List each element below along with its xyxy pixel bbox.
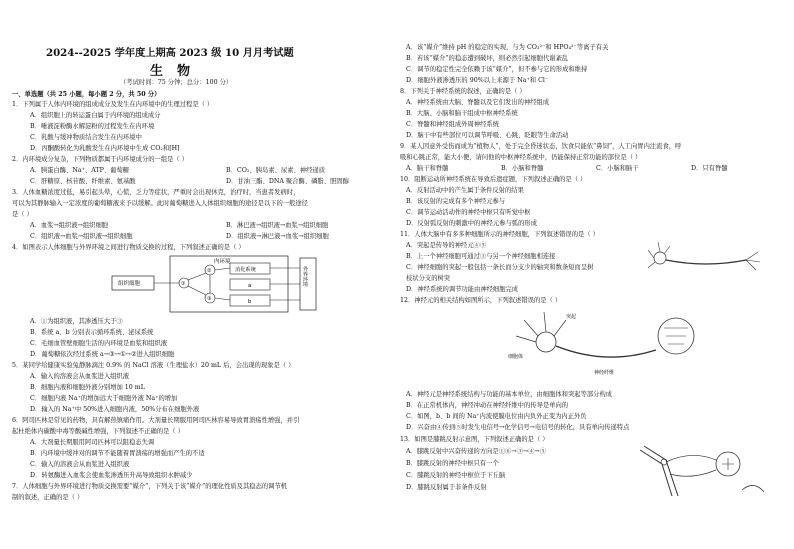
option: C．膝跳反射的神经中枢位于下丘脑: [406, 472, 506, 479]
option: C．如图，b、b 间的 Na⁺内流使膜电位由内负外正变为内正外负: [406, 413, 587, 420]
option: A．反射活动中的产生属于条件反射的结果: [406, 187, 524, 194]
synapse-detail: [664, 328, 688, 344]
option: A．神经系统由大脑、脊髓以及它们发出的神经组成: [406, 99, 550, 106]
dendrites: [516, 312, 566, 342]
axon: [666, 260, 746, 264]
option: B．膝跳反射的神经中枢只有一个: [406, 460, 499, 467]
process-label: 突起: [566, 314, 577, 320]
option: C．毛细血管壁细胞生活的内环境是血浆和组织液: [30, 340, 168, 347]
option: D．葡萄糖依次经过系统 a→③→①→②进入组织细胞: [30, 351, 175, 358]
option: B．小脑和脊髓: [501, 165, 544, 172]
option: C．肝糖原、核苷酸、纤维素、氨基酸: [30, 178, 136, 185]
option: D．脑干中有些部位可以调节呼吸、心跳、眨眼等生命活动: [406, 132, 569, 139]
system-b-label: b: [248, 299, 252, 305]
option: D．输入的 Na⁺中 50%进入细胞内液，50%分布在细胞外液: [30, 406, 200, 413]
question-stem: 可以为其静脉输入一定浓度的葡萄糖液来予以缓解。此时葡萄糖进入人体组织细胞的途径是以下的一般途径: [12, 200, 308, 207]
option: A．膝跳反射中兴奋传递的方向是①⑥→③→④→⑤: [406, 448, 547, 455]
option: A．胰蛋白酶、Na⁺、ATP、葡萄糖: [30, 167, 130, 174]
option: A．该“媒介”维持 pH 的稳定的实现，与为 CO₃²⁻和 HPO₄²⁻等离子有关: [406, 44, 609, 51]
figure-q13-knee-reflex: [632, 440, 770, 504]
option: C．神经细胞的突起一般包括一条长而分支少的轴突和数条短而呈树: [406, 264, 594, 271]
figure-q4-diagram: [110, 254, 340, 316]
option: B．内环境中缓冲对的调节不能随着胃溃疡的增强而产生的不适: [30, 450, 205, 457]
option: C．细胞内液 Na⁺的增加远大于细胞外液 Na⁺的增加: [30, 395, 178, 402]
option: C．小脑和脑干: [596, 165, 639, 172]
option: A．神经元是神经系统结构与功能的基本单位，由细胞体和突起等部分构成: [406, 391, 613, 398]
digestive-system-label: 消化系统: [235, 267, 256, 273]
section-heading: 一、单选题（共 25 小题，每小题 2 分，共 50 分）: [12, 91, 161, 98]
option: B．细胞内液和细胞外液分别增加 10 mL: [30, 384, 145, 391]
spinal-gray-matter: [722, 458, 734, 470]
option: B．若该“媒介”的稳态遭到破坏，则必然引起细胞代谢紊乱: [406, 55, 569, 62]
question-stem: 6．阿司匹林是常见的药物，具有解热镇痛作用。大剂量长期服用阿司匹林容易导致胃溃疡性增强，并引: [12, 417, 300, 424]
system-a-label: a: [248, 283, 252, 289]
nerve-fiber: [556, 346, 656, 357]
option: A．输入的溶液会从血浆进入组织液: [30, 373, 130, 380]
option: C．乳酸与缓冲物质结合发生在内环境中: [30, 134, 142, 141]
option: A．脑干和脊髓: [406, 165, 449, 172]
question-stem: 3．人体血糖浓度过低，易引起头晕，心慌、乏力等症状，严重时会出现休克，治疗时，当患者发病时，: [12, 189, 300, 196]
question-stem: 吸和心跳正常，能大小便，请问他的中枢神经系统中，仍能保持正常功能的部位是（ ）: [400, 154, 642, 161]
external-environment-label: 外界环境: [302, 266, 308, 287]
option: C．调节的稳定性完全依赖于该“媒介”，但不参与它的形成和维持: [406, 66, 588, 73]
question-stem: 2．内环境成分复杂，下列物质都属于内环境成分的一组是（ ）: [12, 156, 189, 163]
question-stem: 7．人体细胞与外界环境进行物质交换需要“媒介”，下列关于该“媒介”的理化性质及其稳态的调节机: [12, 483, 288, 490]
option: C．脊髓和神经组成外周神经系统: [406, 121, 499, 128]
arrow: [188, 273, 206, 280]
question-stem: 8．下列关于神经系统的叙述，正确的是（ ）: [400, 88, 526, 95]
question-stem: 13．如图是膝跳反射示意图，下列叙述正确的是（ ）: [400, 436, 549, 443]
option: D．丙酮酸转化为乳酸发生在内环境中生成 CO₂和[H]: [30, 145, 180, 152]
option: B．该反射的完成有多个神经元参与: [406, 198, 506, 205]
option: C．组织液→血浆→组织液→组织细胞: [30, 233, 133, 240]
lower-leg: [742, 485, 764, 492]
option: D．转氨酶进入血浆会使血浆渗透压升高导致组织水肿减少: [30, 472, 193, 479]
option: B．上一个神经细胞可通过③与另一个神经细胞相连接: [406, 253, 556, 260]
arrow: [215, 298, 230, 300]
tissue-cell-label: 组织细胞: [118, 281, 141, 287]
option: D．兴奋由④传到⑤时发生电信号→化学信号→电信号的转化，具有单向传递特点: [406, 424, 630, 431]
option: D．甘油三酯、DNA 聚合酶、磷脂、胆固醇: [226, 178, 349, 185]
option: D．组织液→淋巴液→血浆→组织细胞: [226, 233, 329, 240]
question-stem: 是（ ）: [12, 211, 33, 218]
option: A．组织胞上的转运蛋白属于内环境的组成成分: [30, 112, 161, 119]
node-3-label: ③: [207, 296, 212, 302]
subject-title: 生物: [150, 64, 205, 79]
question-stem: 1．下列属于人体内环境的组成成分及发生在内环境中的生理过程是（ ）: [12, 101, 214, 108]
option: A．大剂量长期服用阿司匹林可以阻稳态失调: [30, 439, 155, 446]
option: D．只有脊髓: [691, 165, 728, 172]
option: C．输入的溶液会从血浆进入组织液: [30, 461, 130, 468]
question-stem: 10．阻断运动所神经系统在导致后遗症题，下列叙述正确的是（ ）: [400, 176, 587, 183]
soma: [536, 332, 556, 352]
afferent-nerve: [666, 455, 716, 462]
option: A．血浆→组织液→组织细胞: [30, 222, 109, 229]
option: D．反射弧反射的刺激中的神经元参与弧的形成: [406, 220, 537, 227]
option: A．①为组织液，其渗透压大于③: [30, 318, 123, 325]
leg-outline: [640, 450, 672, 496]
question-stem: 11．人体大脑中有多多种细胞所示的神经细胞，下列叙述错误的是（ ）: [400, 231, 599, 238]
option: B．系统 a、b 分别表示循环系统、泌尿系统: [30, 329, 154, 336]
option: D．细胞外液渗透压的 90%以上来源于 Na⁺和 Cl⁻: [406, 77, 549, 84]
option: D．膝跳反射属于非条件反射: [406, 484, 487, 491]
question-stem: 5．某同学给健康实验兔静脉滴注 0.9% 的 NaCl 溶液（生理盐水）20 mL 后，会出现的现象是（ ）: [12, 362, 295, 369]
question-stem: 9．某人因意外受伤而成为“植物人”，处于完全昏迷状态，饮食只能依“鼻饲”，人工向胃内注流食，呼: [400, 143, 682, 150]
option: B．唾液淀粉酶水解淀粉的过程发生在内环境: [30, 123, 155, 130]
option: B．大脑、小脑和脑干组成中枢神经系统: [406, 110, 518, 117]
option: C．调节运动活动作的神经中枢只有听觉中枢: [406, 209, 531, 216]
internal-environment-label: 内环境: [214, 259, 231, 265]
leg-outline: [644, 446, 678, 496]
node-1-label: ①: [181, 281, 186, 287]
exam-info: （考试时间：75 分钟；总分：100 分）: [120, 79, 233, 86]
question-stem: 4．如图表示人体细胞与外界环境之间进行物质交换的过程，下列叙述正确的是（ ）: [12, 244, 245, 251]
node-2-label: ②: [207, 268, 212, 274]
arrow: [188, 286, 206, 295]
option: D．神经系统的调节功能由神经细胞完成: [406, 286, 519, 293]
option: B．淋巴液→组织液→血浆→组织细胞: [226, 222, 329, 229]
option: B．在正常机体内，神经冲动在神经纤维中的传导是单向的: [406, 402, 569, 409]
figure-q11-neuron: [646, 238, 772, 282]
option: A．突起是传导的神经元④⑤: [406, 242, 487, 249]
option: 枝状分支的树突: [406, 275, 451, 282]
efferent-nerve: [670, 470, 716, 476]
question-stem: 12．神经元的相关结构如图所示，下列叙述错误的是（ ）: [400, 297, 562, 304]
question-stem: 制的叙述，正确的是（ ）: [12, 494, 84, 501]
axon-terminals: [746, 252, 760, 270]
exam-title: 2024--2025 学年度上期高 2023 级 10 月月考试题: [46, 47, 294, 59]
question-stem: 起杜绝体内碳酸中毒等酸碱性增强，下列叙述不正确的是（ ）: [12, 428, 185, 435]
cell-body-label: 细胞体: [508, 354, 524, 360]
option: B．CO₂、胰岛素、尿素、神经递质: [226, 167, 325, 174]
figure-q12-neuron-structure: [506, 306, 716, 388]
nerve-fiber-label: 神经纤维: [594, 370, 615, 376]
arrow: [215, 268, 230, 270]
